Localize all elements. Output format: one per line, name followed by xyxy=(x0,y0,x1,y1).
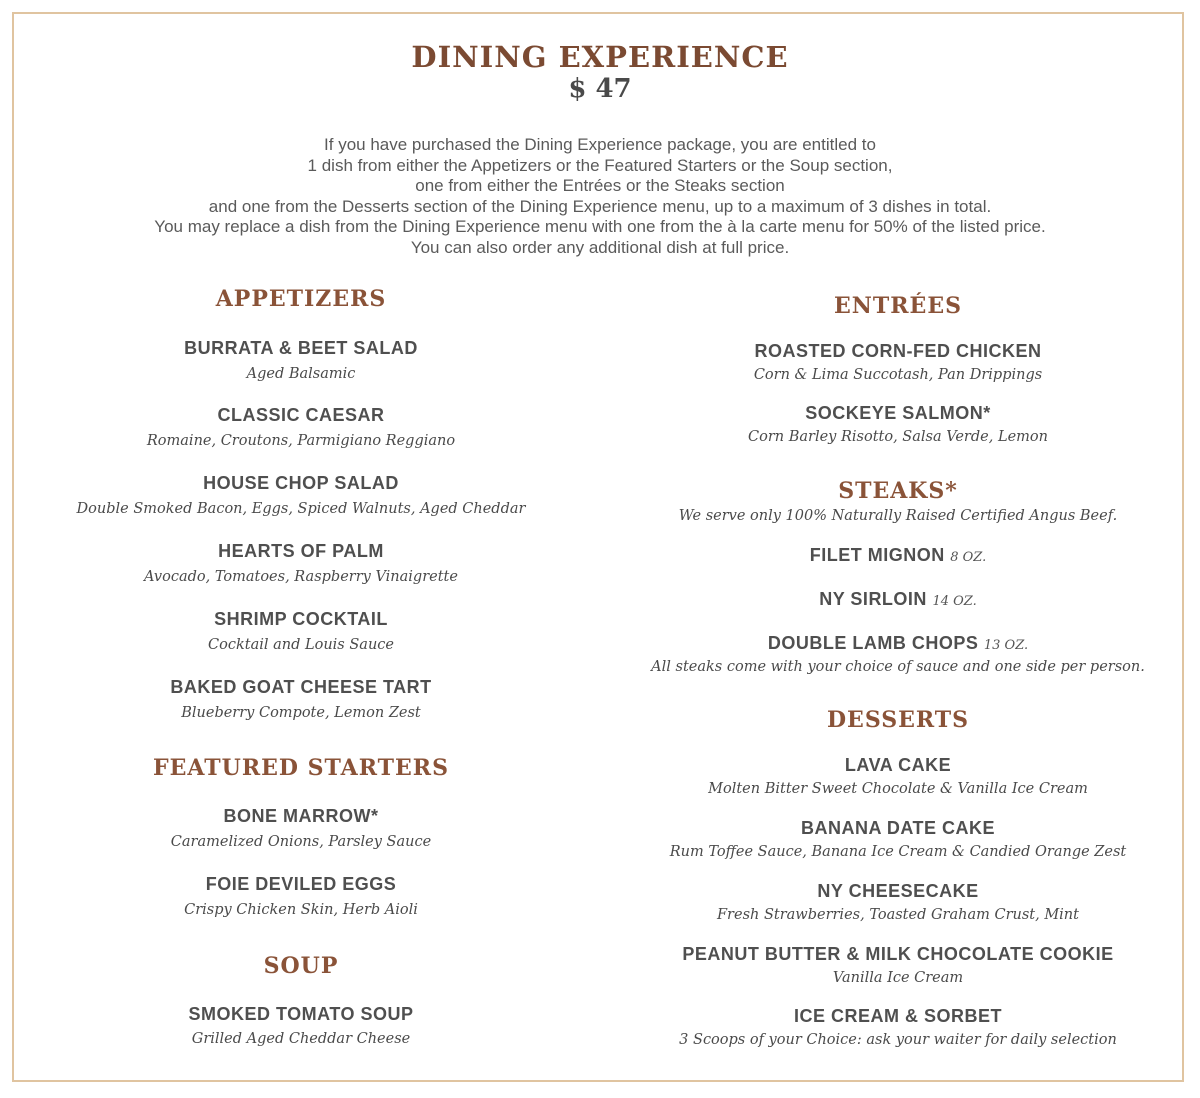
intro-text xyxy=(0,135,1200,258)
entrees-heading: ENTRÉES xyxy=(834,293,962,319)
steak-size: 14 OZ. xyxy=(932,594,977,609)
intro-line: one from either the Entrées or the Steaks section xyxy=(415,176,785,195)
menu-item-desc: Avocado, Tomatoes, Raspberry Vinaigrette xyxy=(144,569,458,585)
menu-item-name: PEANUT BUTTER & MILK CHOCOLATE COOKIE xyxy=(682,944,1114,964)
menu-item-name: FOIE DEVILED EGGS xyxy=(205,874,397,894)
steaks-note: We serve only 100% Naturally Raised Certified Angus Beef. xyxy=(678,508,1118,524)
menu-item-desc: Fresh Strawberries, Toasted Graham Crust, Mint xyxy=(717,907,1079,923)
menu-item-desc: Vanilla Ice Cream xyxy=(832,970,964,986)
intro-line: If you have purchased the Dining Experience package, you are entitled to xyxy=(324,135,876,154)
menu-item-name: SMOKED TOMATO SOUP xyxy=(188,1004,414,1024)
menu-item-desc: Crispy Chicken Skin, Herb Aioli xyxy=(184,902,418,918)
steak-name: FILET MIGNON xyxy=(809,545,945,565)
menu-item-name: CLASSIC CAESAR xyxy=(217,405,385,425)
menu-item-name: BONE MARROW* xyxy=(223,806,379,826)
menu-item-desc: Cocktail and Louis Sauce xyxy=(208,637,394,653)
menu-item-desc: Rum Toffee Sauce, Banana Ice Cream & Candied Orange Zest xyxy=(669,844,1127,860)
intro-line: You may replace a dish from the Dining Experience menu with one from the à la carte menu for 50% of the listed price. xyxy=(154,217,1046,236)
menu-item-desc: Romaine, Croutons, Parmigiano Reggiano xyxy=(146,433,456,449)
menu-item-name: SHRIMP COCKTAIL xyxy=(214,609,388,629)
intro-line: You can also order any additional dish at full price. xyxy=(410,237,790,257)
menu-item-name: ICE CREAM & SORBET xyxy=(793,1006,1002,1026)
steak-size: 8 OZ. xyxy=(950,550,987,565)
menu-item-name: LAVA CAKE xyxy=(844,755,952,775)
soup-heading: SOUP xyxy=(263,953,339,979)
menu-item-desc: Grilled Aged Cheddar Cheese xyxy=(191,1031,411,1047)
steak-name: DOUBLE LAMB CHOPS xyxy=(767,633,979,653)
menu-item-name xyxy=(648,633,1148,654)
menu-item-desc: Blueberry Compote, Lemon Zest xyxy=(181,705,421,721)
appetizers-heading: APPETIZERS xyxy=(215,286,387,312)
intro-line: and one from the Desserts section of the Dining Experience menu, up to a maximum of 3 dishes in total. xyxy=(208,196,992,216)
menu-item-name: BAKED GOAT CHEESE TART xyxy=(170,677,432,697)
intro-line: 1 dish from either the Appetizers or the Featured Starters or the Soup section, xyxy=(307,155,893,175)
featured-starters-heading: FEATURED STARTERS xyxy=(153,755,449,781)
menu-item-desc: Caramelized Onions, Parsley Sauce xyxy=(170,834,432,850)
menu-item-desc: Molten Bitter Sweet Chocolate & Vanilla Ice Cream xyxy=(708,781,1088,797)
steak-size: 13 OZ. xyxy=(983,638,1029,653)
menu-item-desc: Aged Balsamic xyxy=(246,366,356,382)
menu-item-desc: Corn & Lima Succotash, Pan Drippings xyxy=(753,367,1043,383)
menu-price: $ 47 xyxy=(568,74,632,104)
menu-title: DINING EXPERIENCE xyxy=(411,40,789,74)
menu-item-desc: Double Smoked Bacon, Eggs, Spiced Walnuts, Aged Cheddar xyxy=(76,501,526,517)
menu-item-name: SOCKEYE SALMON* xyxy=(805,403,991,423)
menu-item-name: HOUSE CHOP SALAD xyxy=(203,473,399,493)
menu-item-name xyxy=(648,589,1148,610)
steaks-heading: STEAKS* xyxy=(838,478,958,504)
menu-item-desc: Corn Barley Risotto, Salsa Verde, Lemon xyxy=(748,429,1048,445)
steak-name: NY SIRLOIN xyxy=(819,589,927,609)
menu-item-name xyxy=(648,545,1148,566)
menu-item-name: BANANA DATE CAKE xyxy=(801,818,995,838)
menu-item-name: NY CHEESECAKE xyxy=(817,881,979,901)
menu-item-name: BURRATA & BEET SALAD xyxy=(184,338,418,358)
menu-item-name: HEARTS OF PALM xyxy=(218,541,384,561)
menu-item-name: ROASTED CORN-FED CHICKEN xyxy=(754,341,1042,361)
steaks-footer: All steaks come with your choice of sauce and one side per person. xyxy=(651,659,1145,675)
menu-item-desc: 3 Scoops of your Choice: ask your waiter for daily selection xyxy=(679,1032,1117,1048)
desserts-heading: DESSERTS xyxy=(826,707,970,733)
